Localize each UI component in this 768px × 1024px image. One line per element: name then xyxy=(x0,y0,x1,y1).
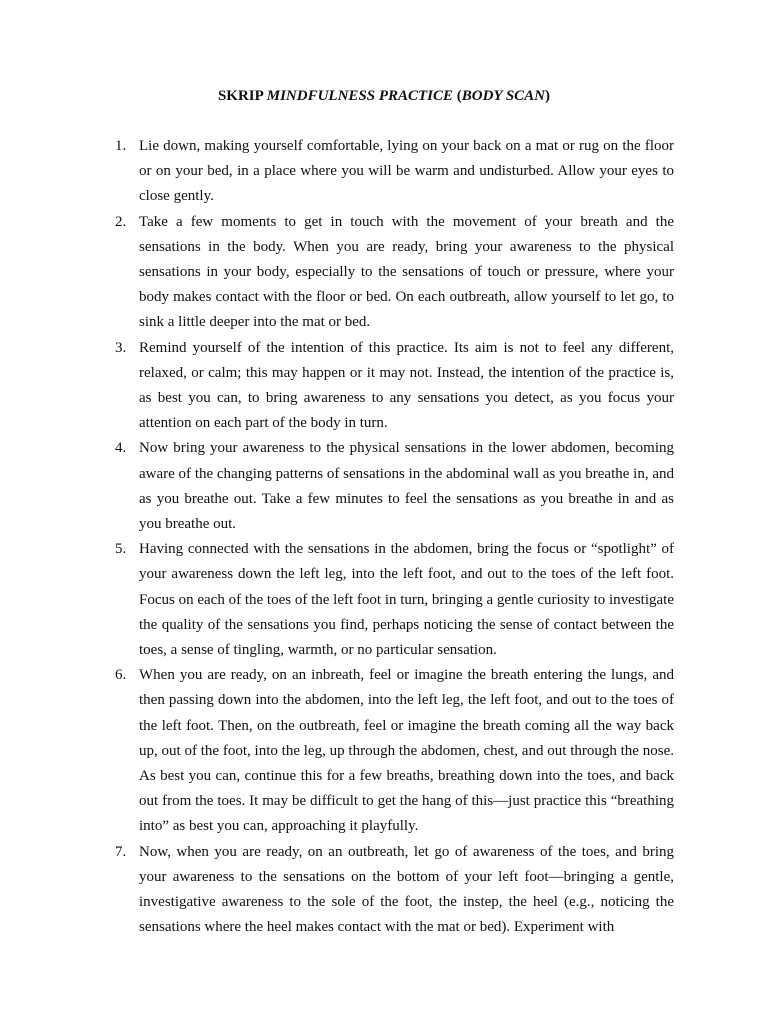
page-title xyxy=(0,86,768,106)
list-item xyxy=(108,336,674,437)
item-number: 4. xyxy=(115,440,127,457)
list-item xyxy=(108,663,674,839)
item-number: 6. xyxy=(115,667,127,684)
item-text: Lie down, making yourself comfortable, lying on your back on a mat or rug on the floor or on your bed, in a place where you will be warm and undisturbed. Allow your eyes to close gently. xyxy=(139,138,674,205)
item-text: Now bring your awareness to the physical sensations in the lower abdomen, becoming aware of the changing patterns of sensations in the abdominal wall as you breathe in, and as you breathe out. Take a few minutes to feel the sensations as you breathe in and as you breathe out. xyxy=(139,440,674,533)
item-number: 5. xyxy=(115,541,127,558)
item-text: Remind yourself of the intention of this practice. Its aim is not to feel any different, relaxed, or calm; this may happen or it may not. Instead, the intention of the practice is, as best you can, to bring awareness to any sensations you detect, as you focus your attention on each part of the body in turn. xyxy=(139,339,674,432)
item-number: 3. xyxy=(115,339,127,356)
item-number: 2. xyxy=(115,213,127,230)
title-prefix: SKRIP xyxy=(217,88,267,104)
list-item xyxy=(108,840,674,941)
item-text: Now, when you are ready, on an outbreath, let go of awareness of the toes, and bring your awareness to the sensations on the bottom of your left foot—bringing a gentle, investigative awareness to the sole of the foot, the instep, the heel (e.g., noticing the sensations where the heel makes contact with the mat or bed). Experiment with xyxy=(139,843,674,936)
item-number: 7. xyxy=(115,843,127,860)
title-italic-practice: MINDFULNESS PRACTICE xyxy=(266,88,454,104)
title-italic-bodyscan: BODY SCAN xyxy=(461,88,546,104)
title-paren-open: ( xyxy=(453,88,462,104)
item-text: Having connected with the sensations in the abdomen, bring the focus or “spotlight” of your awareness down the left leg, into the left foot, and out to the toes of the left foot. Focus on each of the toes of the left foot in turn, bringing a gentle curiosity to investigate the quality of the sensations you find, perhaps noticing the sense of contact between the toes, a sense of tingling, warmth, or no particular sensation. xyxy=(139,541,674,659)
list-item xyxy=(108,210,674,336)
list-item xyxy=(108,436,674,537)
instruction-list xyxy=(108,134,674,941)
list-item xyxy=(108,134,674,210)
item-number: 1. xyxy=(115,138,127,154)
list-item xyxy=(108,537,674,663)
title-paren-close: ) xyxy=(545,88,551,104)
item-text: When you are ready, on an inbreath, feel or imagine the breath entering the lungs, and then passing down into the abdomen, into the left leg, the left foot, and out to the toes of the left foot. Then, on the outbreath, feel or imagine the breath coming all the way back up, out of the foot, into the leg, up through the abdomen, chest, and out through the nose. As best you can, continue this for a few breaths, breathing down into the toes, and back out from the toes. It may be difficult to get the hang of this—just practice this “breathing into” as best you can, approaching it playfully. xyxy=(139,667,674,835)
item-text: Take a few moments to get in touch with the movement of your breath and the sensations in the body. When you are ready, bring your awareness to the physical sensations in your body, especially to the sensations of touch or pressure, where your body makes contact with the floor or bed. On each outbreath, allow yourself to let go, to sink a little deeper into the mat or bed. xyxy=(139,213,674,331)
